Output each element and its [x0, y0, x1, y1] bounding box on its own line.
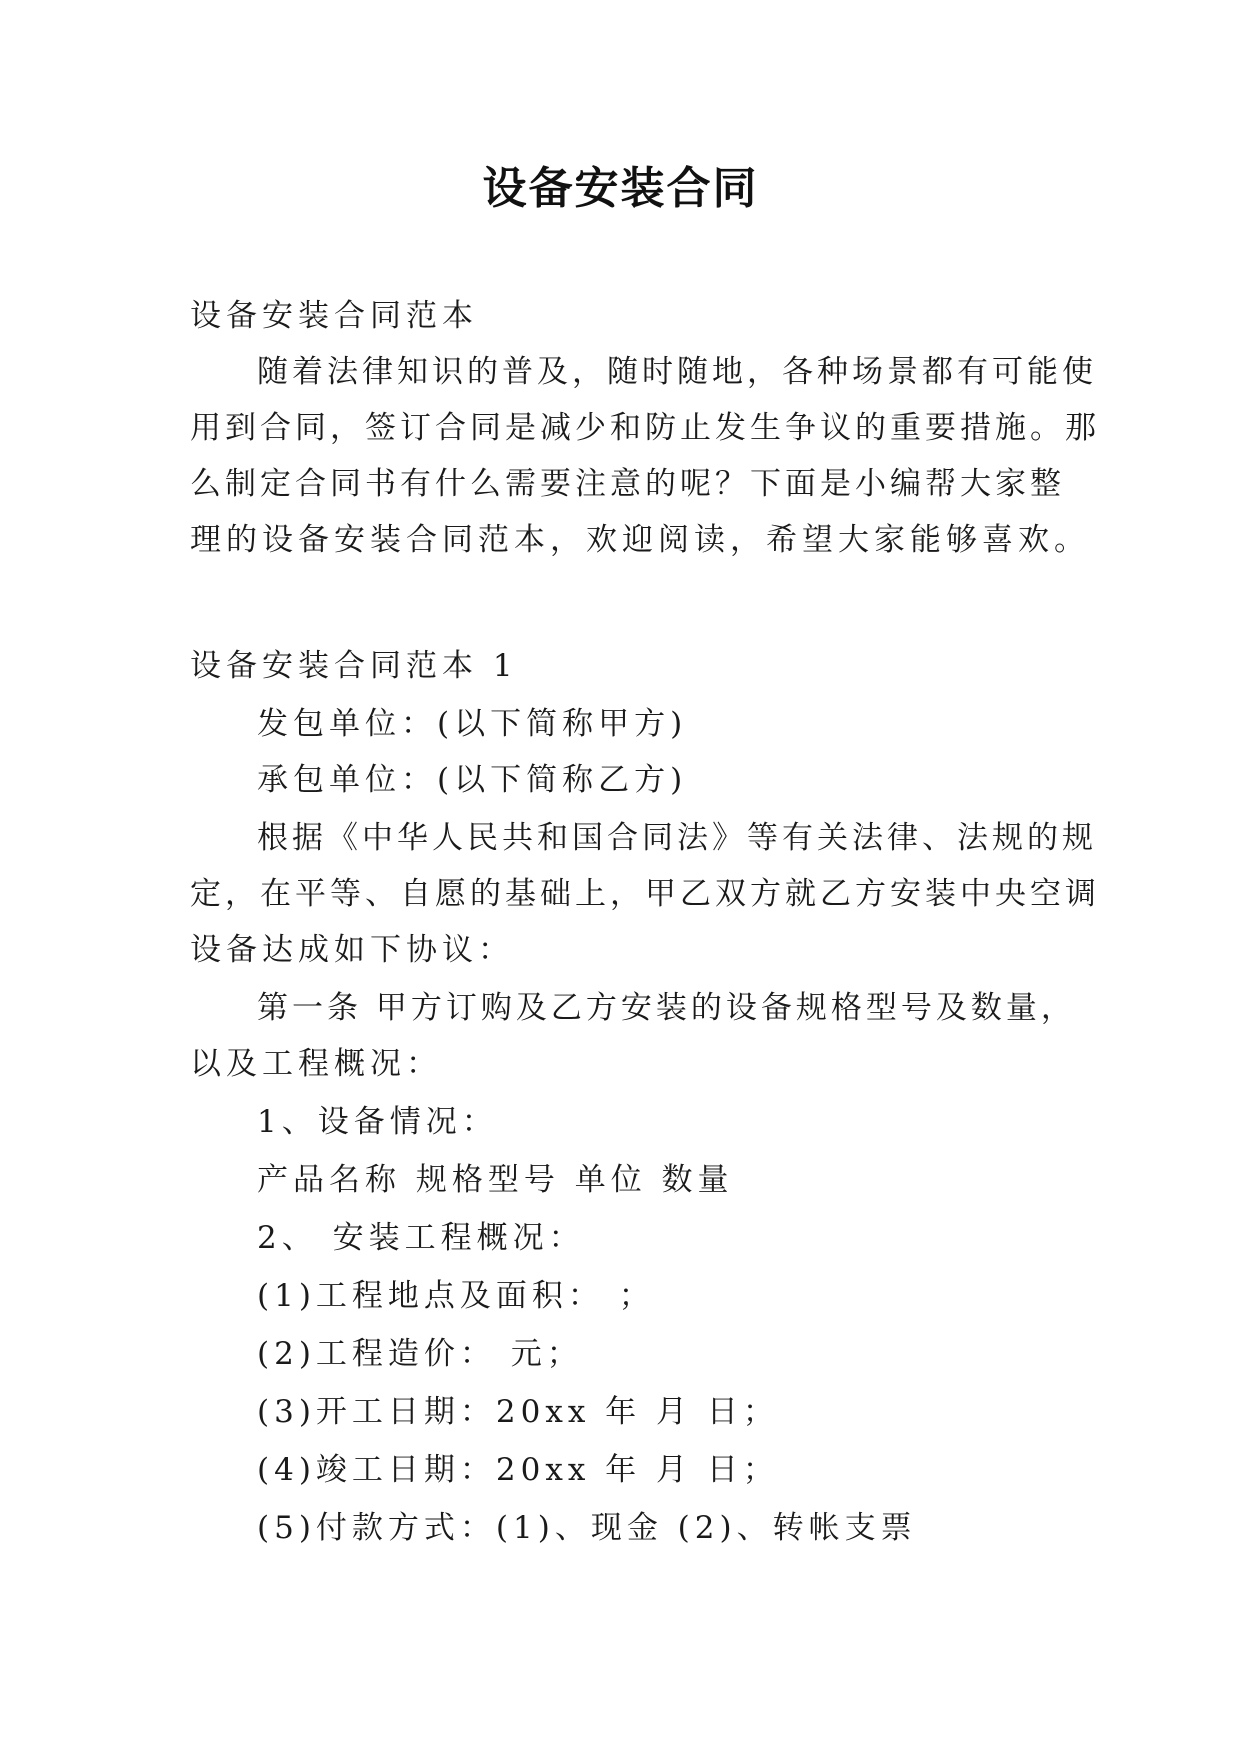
paragraph-line: (1)工程地点及面积： ； — [257, 1278, 655, 1314]
paragraph-line: 随着法律知识的普及，随时随地，各种场景都有可能使 — [257, 354, 1097, 390]
paragraph-line: 设备安装合同范本 — [190, 298, 478, 334]
paragraph-line: 么制定合同书有什么需要注意的呢？下面是小编帮大家整 — [190, 466, 1065, 502]
paragraph-line: 发包单位：(以下简称甲方) — [257, 706, 688, 742]
paragraph-line: 1、设备情况： — [257, 1104, 498, 1140]
paragraph-line: 根据《中华人民共和国合同法》等有关法律、法规的规 — [257, 820, 1097, 856]
paragraph-line: (4)竣工日期：20xx 年 月 日； — [257, 1452, 779, 1488]
paragraph-line: (5)付款方式：(1)、现金 (2)、转帐支票 — [257, 1510, 917, 1546]
paragraph-line: (2)工程造价： 元； — [257, 1336, 583, 1372]
paragraph-line: 用到合同，签订合同是减少和防止发生争议的重要措施。那 — [190, 410, 1100, 446]
document-title: 设备安装合同 — [482, 163, 759, 214]
paragraph-line: (3)开工日期：20xx 年 月 日； — [257, 1394, 779, 1430]
paragraph-line: 以及工程概况： — [190, 1046, 442, 1082]
paragraph-line: 设备达成如下协议： — [190, 932, 514, 968]
section-heading: 设备安装合同范本 1 — [190, 648, 518, 684]
paragraph-line: 定，在平等、自愿的基础上，甲乙双方就乙方安装中央空调 — [190, 876, 1100, 912]
paragraph-line: 第一条 甲方订购及乙方安装的设备规格型号及数量， — [257, 990, 1076, 1026]
paragraph-line: 产品名称 规格型号 单位 数量 — [257, 1162, 734, 1198]
paragraph-line: 2、 安装工程概况： — [257, 1220, 585, 1256]
paragraph-line: 理的设备安装合同范本，欢迎阅读，希望大家能够喜欢。 — [190, 522, 1090, 558]
paragraph-line: 承包单位：(以下简称乙方) — [257, 762, 688, 798]
